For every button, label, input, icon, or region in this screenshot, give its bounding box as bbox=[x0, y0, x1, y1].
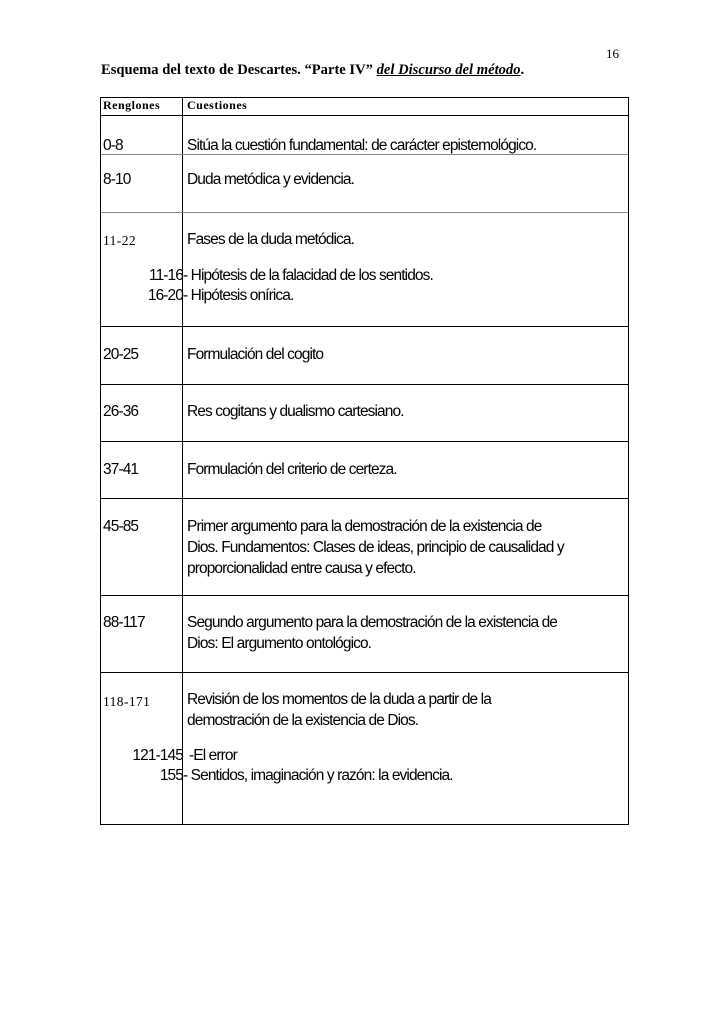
row-range: 45-85 bbox=[103, 518, 139, 535]
row-text: proporcionalidad entre causa y efecto. bbox=[187, 560, 416, 577]
sub-range: 121-145 bbox=[132, 747, 183, 764]
header-cuestiones: Cuestiones bbox=[187, 98, 248, 112]
row-text: Fases de la duda metódica. bbox=[187, 231, 355, 248]
row-range: 8-10 bbox=[103, 171, 131, 188]
row-range: 0-8 bbox=[103, 137, 123, 154]
sub-text: -El error bbox=[189, 747, 237, 764]
row-text: Formulación del criterio de certeza. bbox=[187, 461, 397, 478]
row-range: 20-25 bbox=[103, 346, 139, 363]
row-range: 118-171 bbox=[103, 694, 151, 709]
row-range: 37-41 bbox=[103, 461, 139, 478]
sub-range: 155 bbox=[159, 767, 183, 784]
sub-item bbox=[119, 746, 237, 766]
row-divider bbox=[101, 595, 628, 596]
header-renglones: Renglones bbox=[103, 98, 161, 112]
title-prefix: Esquema del texto de Descartes. “Parte IV” bbox=[101, 62, 377, 78]
sub-text: - Sentidos, imaginación y razón: la evidencia. bbox=[183, 767, 453, 784]
sub-item bbox=[139, 266, 433, 286]
column-divider bbox=[182, 98, 183, 824]
row-text: Duda metódica y evidencia. bbox=[187, 171, 355, 188]
page-number: 16 bbox=[606, 46, 619, 61]
row-text: demostración de la existencia de Dios. bbox=[187, 712, 419, 729]
row-divider bbox=[101, 672, 628, 673]
row-text: Sitúa la cuestión fundamental: de carácter epistemológico. bbox=[187, 137, 537, 154]
title-suffix: . bbox=[520, 62, 525, 78]
document-title bbox=[101, 62, 621, 79]
row-text: Primer argumento para la demostración de la existencia de bbox=[187, 518, 542, 535]
row-divider bbox=[101, 384, 628, 385]
row-range: 11-22 bbox=[103, 233, 136, 248]
row-divider bbox=[101, 498, 628, 499]
row-divider bbox=[101, 212, 628, 213]
outline-table bbox=[100, 97, 629, 825]
row-text: Res cogitans y dualismo cartesiano. bbox=[187, 403, 404, 420]
header-divider bbox=[101, 115, 628, 116]
sub-item bbox=[139, 286, 293, 306]
sub-range: 11-16 bbox=[149, 267, 183, 284]
sub-text: - Hipótesis de la falacidad de los sentidos. bbox=[183, 267, 433, 284]
sub-text: - Hipótesis onírica. bbox=[183, 287, 294, 304]
title-emphasis: del Discurso del método bbox=[376, 62, 521, 78]
row-text: Dios. Fundamentos: Clases de ideas, principio de causalidad y bbox=[187, 539, 564, 556]
sub-range: 16-20 bbox=[147, 287, 183, 304]
row-range: 88-117 bbox=[103, 614, 145, 631]
row-text: Dios: El argumento ontológico. bbox=[187, 635, 372, 652]
row-text: Revisión de los momentos de la duda a partir de la bbox=[187, 691, 491, 708]
row-text: Formulación del cogito bbox=[187, 346, 324, 363]
row-text: Segundo argumento para la demostración de la existencia de bbox=[187, 614, 558, 631]
sub-item bbox=[119, 766, 453, 786]
row-divider bbox=[101, 326, 628, 327]
row-divider bbox=[101, 441, 628, 442]
row-range: 26-36 bbox=[103, 403, 139, 420]
